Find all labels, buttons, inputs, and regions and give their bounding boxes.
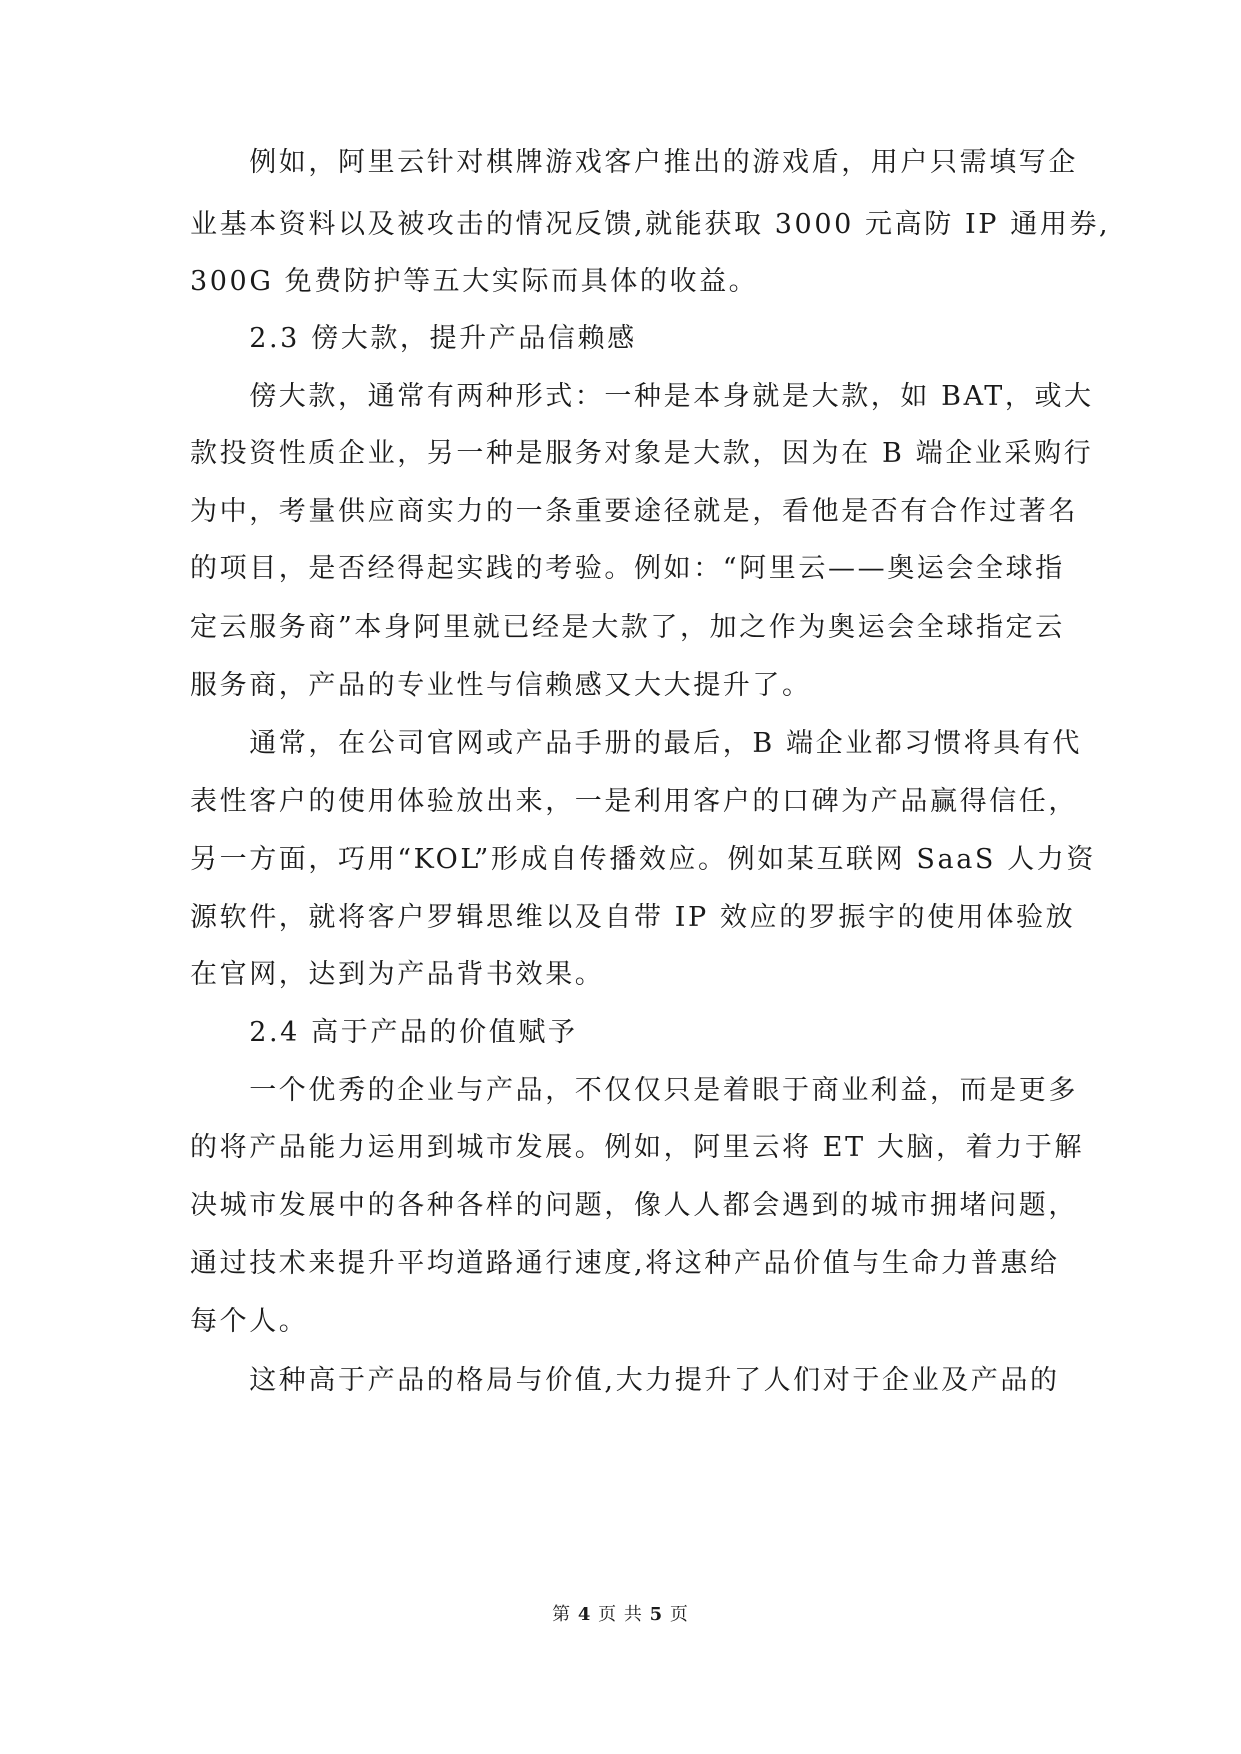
footer-prefix: 第 <box>552 1604 572 1625</box>
paragraph-line: 表性客户的使用体验放出来，一是利用客户的口碑为产品赢得信任， <box>190 786 1078 817</box>
paragraph-line: 另一方面，巧用“KOL”形成自传播效应。例如某互联网 SaaS 人力资 <box>190 844 1096 875</box>
footer-middle: 页 共 <box>598 1604 643 1625</box>
paragraph-line: 每个人。 <box>190 1306 309 1337</box>
section-heading: 2.3 傍大款，提升产品信赖感 <box>190 323 637 354</box>
section-heading: 2.4 高于产品的价值赋予 <box>190 1017 578 1048</box>
paragraph-line: 款投资性质企业，另一种是服务对象是大款，因为在 B 端企业采购行 <box>190 438 1094 469</box>
paragraph-line: 源软件，就将客户罗辑思维以及自带 IP 效应的罗振宇的使用体验放 <box>190 902 1076 933</box>
paragraph-line: 在官网，达到为产品背书效果。 <box>190 959 605 990</box>
paragraph-line: 决城市发展中的各种各样的问题，像人人都会遇到的城市拥堵问题， <box>190 1190 1078 1221</box>
paragraph-line: 通过技术来提升平均道路通行速度,将这种产品价值与生命力普惠给 <box>190 1248 1060 1279</box>
paragraph-line: 定云服务商”本身阿里就已经是大款了，加之作为奥运会全球指定云 <box>190 612 1065 643</box>
paragraph-line: 的项目，是否经得起实践的考验。例如：“阿里云——奥运会全球指 <box>190 553 1065 584</box>
page-footer <box>0 1603 1241 1627</box>
total-pages-number: 5 <box>649 1604 664 1625</box>
paragraph-line: 这种高于产品的格局与价值,大力提升了人们对于企业及产品的 <box>190 1365 1060 1396</box>
paragraph-line: 300G 免费防护等五大实际而具体的收益。 <box>190 266 759 297</box>
paragraph-line: 业基本资料以及被攻击的情况反馈,就能获取 3000 元高防 IP 通用券, <box>190 209 1111 240</box>
paragraph-line: 傍大款，通常有两种形式：一种是本身就是大款，如 BAT，或大 <box>190 381 1094 412</box>
current-page-number: 4 <box>577 1604 592 1625</box>
paragraph-line: 为中，考量供应商实力的一条重要途径就是，看他是否有合作过著名 <box>190 496 1078 527</box>
paragraph-line: 通常，在公司官网或产品手册的最后，B 端企业都习惯将具有代 <box>190 728 1083 759</box>
paragraph-line: 的将产品能力运用到城市发展。例如，阿里云将 ET 大脑，着力于解 <box>190 1132 1085 1163</box>
paragraph-line: 服务商，产品的专业性与信赖感又大大提升了。 <box>190 670 812 701</box>
footer-suffix: 页 <box>669 1604 689 1625</box>
paragraph-line: 一个优秀的企业与产品，不仅仅只是着眼于商业利益，而是更多 <box>190 1075 1078 1106</box>
paragraph-line: 例如，阿里云针对棋牌游戏客户推出的游戏盾，用户只需填写企 <box>190 147 1078 178</box>
